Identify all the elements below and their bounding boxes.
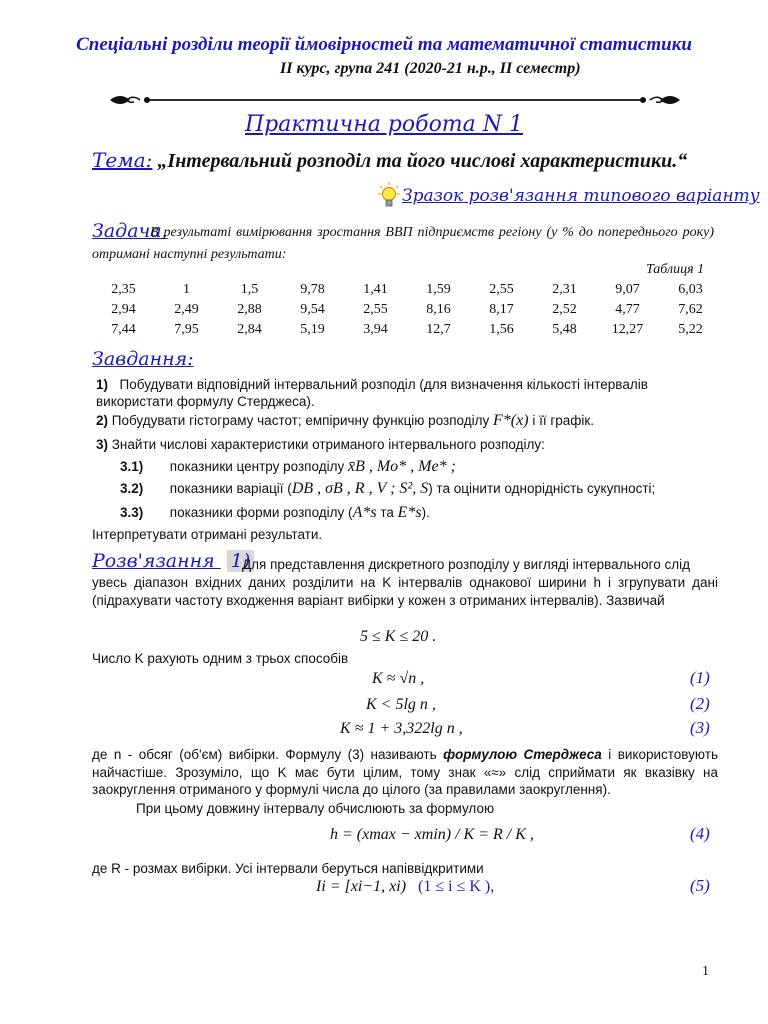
table-cell: 1 xyxy=(183,282,190,297)
solution-label xyxy=(92,550,254,572)
table-cell: 4,77 xyxy=(615,302,640,317)
solution-paragraph-3-c: і використовують найчастіше. Зрозуміло, що K має бути цілим, тому знак «≈» слід сприймати як вказівку на заокруглення отриманого у формулі числа до цілого (за правилами заокруглення). xyxy=(92,747,718,797)
equation-number-3: (3) xyxy=(690,718,710,737)
table-cell: 7,62 xyxy=(678,302,703,317)
theme-text: „Інтервальний розподіл та його числові характеристики.“ xyxy=(157,150,688,172)
formula-5-condition: (1 ≤ i ≤ K ), xyxy=(418,878,495,895)
table-cell: 1,41 xyxy=(363,282,388,297)
center-measures: x̄B , Mo* , Me* ; xyxy=(347,458,456,475)
table-cell: 2,84 xyxy=(237,322,262,337)
table-cell: 2,49 xyxy=(174,302,199,317)
table-cell: 2,55 xyxy=(489,282,514,297)
solution-paragraph-1: увесь діапазон вхідних даних розділити на K інтервалів однакової ширини h і згрупувати дані (підрахувати частоту входження варіант вибірки у кожен з отриманих інтервалів). Зазвичай xyxy=(92,575,718,608)
task-3 xyxy=(96,436,716,453)
task-2-text-end: і її графік. xyxy=(532,413,595,428)
decorative-divider xyxy=(100,90,690,110)
task-label: Задача. xyxy=(92,220,168,242)
table-cell: 12,27 xyxy=(611,322,644,337)
solution-paragraph-3 xyxy=(92,746,718,799)
task-1-text: Побудувати відповідний інтервальний розподіл (для визначення кількості інтервалів використати формулу Стерджеса). xyxy=(96,377,648,409)
formula-k-range: 5 ≤ K ≤ 20 . xyxy=(360,628,437,645)
task-3-number: 3) xyxy=(96,437,109,452)
table-row xyxy=(92,280,722,300)
formula-3: K ≈ 1 + 3,322lg n , xyxy=(340,720,463,737)
table-cell: 2,35 xyxy=(111,282,136,297)
practical-work-title: Практична робота N 1 xyxy=(244,112,524,137)
table-cell: 3,94 xyxy=(363,322,388,337)
task-1-number: 1) xyxy=(96,377,109,392)
subtask-3-2-number: 3.2) xyxy=(120,481,144,496)
subtask-3-2-text: показники варіації ( xyxy=(169,481,292,496)
formula-1: K ≈ √n , xyxy=(372,670,425,687)
table-cell: 5,48 xyxy=(552,322,577,337)
table-cell: 9,54 xyxy=(300,302,325,317)
page-number: 1 xyxy=(702,964,709,979)
data-table xyxy=(92,280,722,340)
subtask-3-3 xyxy=(120,504,720,521)
course-title: Спеціальні розділи теорії ймовірностей та математичної статистики xyxy=(76,34,692,55)
subtask-3-3-text-end: ). xyxy=(421,505,430,520)
solution-paragraph-3-a: де n - обсяг (об'єм) вибірки. Формулу (3) називають xyxy=(92,747,437,762)
table-cell: 5,22 xyxy=(678,322,703,337)
task-text xyxy=(92,222,714,266)
asymmetry-coefficient: A*s xyxy=(352,504,377,521)
table-cell: 1,5 xyxy=(240,282,259,297)
formula-5 xyxy=(316,878,494,896)
task-2 xyxy=(96,412,716,429)
sample-solution-title: Зразок розв'язання типового варіанту xyxy=(402,186,760,206)
subtask-3-3-number: 3.3) xyxy=(120,505,144,520)
excess-coefficient: E*s xyxy=(397,504,422,521)
solution-paragraph-1-first-line: Для представлення дискретного розподілу у вигляді інтервального слід xyxy=(242,557,690,572)
subtask-3-1-text: показники центру розподілу xyxy=(169,459,345,474)
sturges-formula-name: формулою Стерджеса xyxy=(443,747,602,762)
subtask-3-2 xyxy=(120,480,740,497)
table-row xyxy=(92,320,722,340)
subtask-3-1 xyxy=(120,458,720,475)
table-cell: 7,95 xyxy=(174,322,199,337)
empirical-function: F*(x) xyxy=(493,412,529,429)
solution-step-number: 1) xyxy=(227,550,255,572)
theme-label: Тема: xyxy=(92,148,153,172)
course-subtitle: II курс, група 241 (2020-21 н.р., II семестр) xyxy=(280,60,581,77)
interpret-text: Інтерпретувати отримані результати. xyxy=(92,527,323,542)
table-cell: 8,16 xyxy=(426,302,451,317)
task-1 xyxy=(96,376,716,410)
subtask-3-3-mid: та xyxy=(380,505,394,520)
table-cell: 1,59 xyxy=(426,282,451,297)
equation-number-4: (4) xyxy=(690,824,710,843)
table-cell: 8,17 xyxy=(489,302,514,317)
tasks-label: Завдання: xyxy=(92,348,194,370)
lightbulb-icon xyxy=(378,182,400,210)
solution-label-text: Розв'язання xyxy=(92,550,215,572)
task-3-text: Знайти числові характеристики отриманого інтервального розподілу: xyxy=(111,437,545,452)
solution-paragraph-5: де R - розмах вибірки. Усі інтервали беруться напіввідкритими xyxy=(92,861,484,876)
equation-number-1: (1) xyxy=(690,668,710,687)
table-cell: 5,19 xyxy=(300,322,325,337)
table-cell: 2,52 xyxy=(552,302,577,317)
variation-measures: DB , σB , R , V ; S², S xyxy=(291,480,429,497)
subtask-3-1-number: 3.1) xyxy=(120,459,144,474)
table-cell: 2,55 xyxy=(363,302,388,317)
formula-2: K < 5lg n , xyxy=(366,696,436,713)
table-cell: 2,88 xyxy=(237,302,262,317)
formula-4: h = (xmax − xmin) / K = R / K , xyxy=(330,826,534,843)
formula-5-interval: Ii = [xi−1, xi) xyxy=(316,878,407,895)
task-2-number: 2) xyxy=(96,413,109,428)
table-cell: 2,31 xyxy=(552,282,577,297)
table-cell: 1,56 xyxy=(489,322,514,337)
equation-number-2: (2) xyxy=(690,694,710,713)
table-row xyxy=(92,300,722,320)
table-caption: Таблиця 1 xyxy=(646,262,705,277)
subtask-3-3-text: показники форми розподілу ( xyxy=(169,505,353,520)
table-cell: 9,07 xyxy=(615,282,640,297)
table-cell: 6,03 xyxy=(678,282,703,297)
theme-line xyxy=(92,148,687,173)
solution-paragraph-4: При цьому довжину інтервалу обчислюють за формулою xyxy=(136,801,495,816)
table-cell: 7,44 xyxy=(111,322,136,337)
task-2-text: Побудувати гістограму частот; емпіричну функцію розподілу xyxy=(111,413,490,428)
task-text-content: В результаті вимірювання зростання ВВП підприємств регіону (у % до попереднього року) отримані наступні результати: xyxy=(92,225,714,262)
subtask-3-2-text-end: ) та оцінити однорідність сукупності; xyxy=(428,481,656,496)
table-cell: 12,7 xyxy=(426,322,451,337)
table-cell: 2,94 xyxy=(111,302,136,317)
equation-number-5: (5) xyxy=(690,876,710,895)
table-cell: 9,78 xyxy=(300,282,325,297)
solution-paragraph-2: Число K рахують одним з трьох способів xyxy=(92,651,349,666)
